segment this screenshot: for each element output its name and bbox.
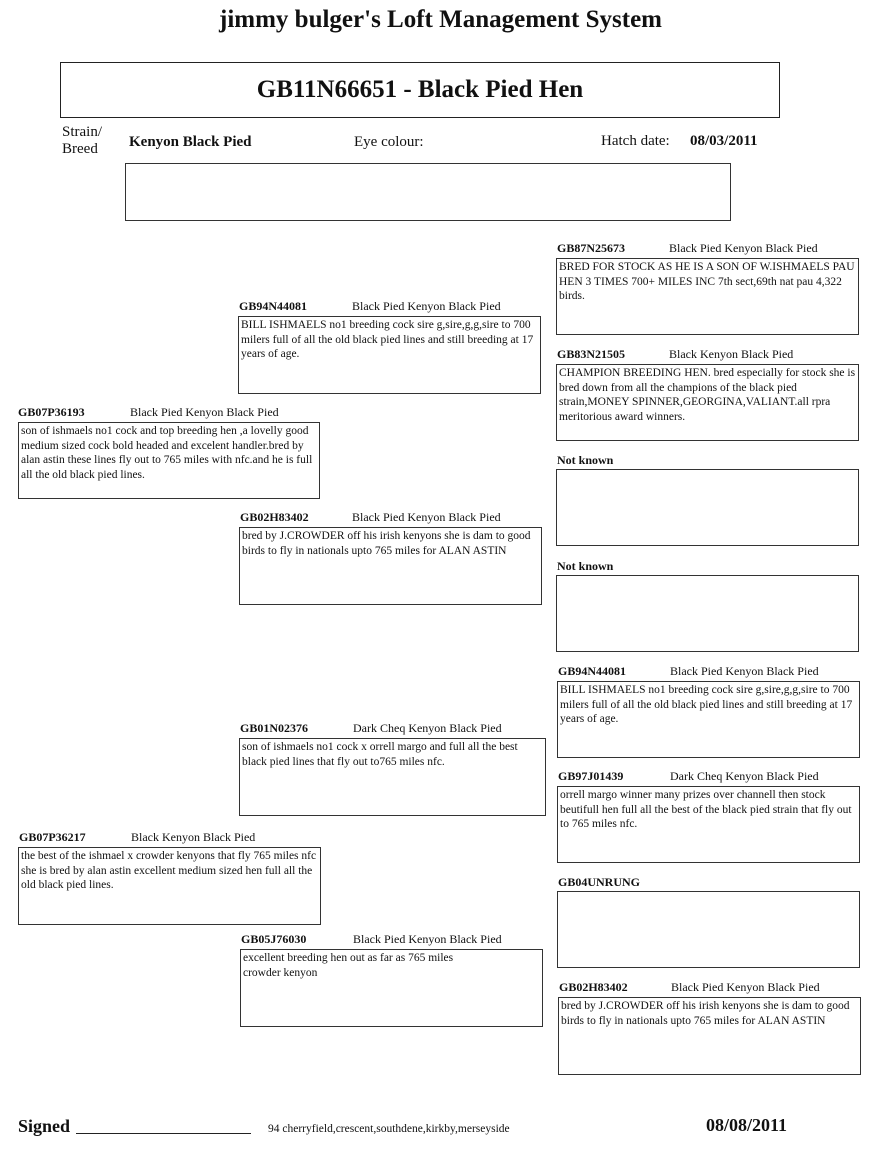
sire-dam-desc: Black Pied Kenyon Black Pied: [352, 510, 501, 524]
owner-address: 94 cherryfield,crescent,southdene,kirkby,merseyside: [268, 1123, 510, 1135]
sire-sire-id: GB94N44081: [239, 299, 308, 313]
signed-label: Signed: [18, 1116, 71, 1136]
ss-dam-desc: Black Kenyon Black Pied: [669, 347, 794, 361]
sd-sire-notes: [556, 469, 859, 546]
dam-dam-id: GB05J76030: [241, 932, 307, 946]
sd-sire-id: Not known: [557, 453, 614, 467]
sd-dam-notes: [556, 575, 859, 652]
system-title: jimmy bulger's Loft Management System: [219, 6, 662, 33]
dam-id: GB07P36217: [19, 830, 86, 844]
sire-dam-id: GB02H83402: [240, 510, 309, 524]
ss-dam-notes: CHAMPION BREEDING HEN. bred especially for stock she is bred down from all the champions of the black pied strain,MONEY SPINNER,GEORGINA,VALIANT.all rpra meritorious award winners.: [556, 364, 859, 441]
ds-dam-desc: Dark Cheq Kenyon Black Pied: [670, 769, 819, 783]
hatch-date-label: Hatch date:: [601, 133, 670, 149]
sire-id: GB07P36193: [18, 405, 85, 419]
sire-sire-notes: BILL ISHMAELS no1 breeding cock sire g,sire,g,g,sire to 700 milers full of all the old black pied lines and still breeding at 17 years of age.: [238, 316, 541, 394]
dam-sire-notes: son of ishmaels no1 cock x orrell margo and full all the best black pied lines that fly out to765 miles nfc.: [239, 738, 546, 816]
dd-dam-notes: bred by J.CROWDER off his irish kenyons she is dam to good birds to fly in nationals upto 765 miles for ALAN ASTIN: [558, 997, 861, 1075]
dam-sire-desc: Dark Cheq Kenyon Black Pied: [353, 721, 502, 735]
hatch-date-value: 08/03/2011: [690, 133, 758, 149]
strain-value: Kenyon Black Pied: [129, 134, 252, 150]
bird-notes-box: [125, 163, 731, 221]
ss-sire-desc: Black Pied Kenyon Black Pied: [669, 241, 818, 255]
eye-colour-label: Eye colour:: [354, 134, 424, 150]
sire-desc: Black Pied Kenyon Black Pied: [130, 405, 279, 419]
dd-dam-desc: Black Pied Kenyon Black Pied: [671, 980, 820, 994]
footer-date: 08/08/2011: [706, 1115, 788, 1135]
ds-dam-notes: orrell margo winner many prizes over channell then stock beutifull hen full all the best of the black pied strain that fly out to 765 miles nfc.: [557, 786, 860, 863]
ss-dam-id: GB83N21505: [557, 347, 626, 361]
sire-sire-desc: Black Pied Kenyon Black Pied: [352, 299, 501, 313]
dam-dam-desc: Black Pied Kenyon Black Pied: [353, 932, 502, 946]
ds-dam-id: GB97J01439: [558, 769, 624, 783]
ss-sire-id: GB87N25673: [557, 241, 626, 255]
dd-sire-id: GB04UNRUNG: [558, 875, 641, 889]
bird-title-box: [60, 62, 780, 118]
strain-label: Strain/ Breed: [62, 124, 102, 157]
ds-sire-notes: BILL ISHMAELS no1 breeding cock sire g,sire,g,g,sire to 700 milers full of all the old black pied lines and still breeding at 17 years of age.: [557, 681, 860, 758]
sire-dam-notes: bred by J.CROWDER off his irish kenyons she is dam to good birds to fly in nationals upto 765 miles for ALAN ASTIN: [239, 527, 542, 605]
ds-sire-id: GB94N44081: [558, 664, 627, 678]
sire-notes: son of ishmaels no1 cock and top breeding hen ,a lovelly good medium sized cock bold headed and excelent handler.bred by alan astin these lines fly out to 765 miles with nfc.and he is full all the old black pied lines.: [18, 422, 320, 499]
signature-line: [76, 1133, 251, 1134]
dam-sire-id: GB01N02376: [240, 721, 309, 735]
ss-sire-notes: BRED FOR STOCK AS HE IS A SON OF W.ISHMAELS PAU HEN 3 TIMES 700+ MILES INC 7th sect,69th nat pau 4,322 birds.: [556, 258, 859, 335]
dd-sire-notes: [557, 891, 860, 968]
dam-desc: Black Kenyon Black Pied: [131, 830, 256, 844]
sd-dam-id: Not known: [557, 559, 614, 573]
bird-title: GB11N66651 - Black Pied Hen: [256, 76, 584, 103]
bird-notes: [126, 164, 730, 168]
dd-dam-id: GB02H83402: [559, 980, 628, 994]
dam-notes: the best of the ishmael x crowder kenyons that fly 765 miles nfc she is bred by alan astin excellent medium sized hen full all the old black pied lines.: [18, 847, 321, 925]
ds-sire-desc: Black Pied Kenyon Black Pied: [670, 664, 819, 678]
dam-dam-notes: excellent breeding hen out as far as 765 miles crowder kenyon: [240, 949, 543, 1027]
